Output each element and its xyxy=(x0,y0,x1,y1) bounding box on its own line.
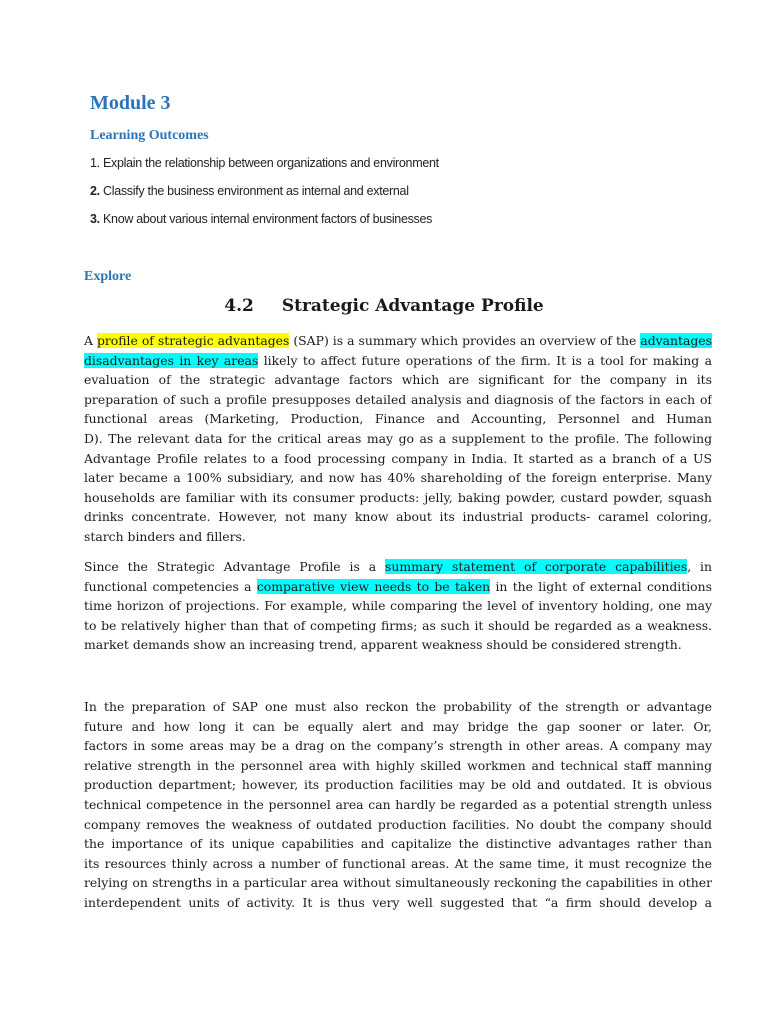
text-line: preparation of such a profile presupposes detailed analysis and diagnosis of the factors in each of xyxy=(84,391,712,407)
text-line: factors in some areas may be a drag on the company’s strength in other areas. A company may xyxy=(84,738,712,754)
outcome-number: 2. xyxy=(90,184,100,198)
text-line: drinks concentrate. However, not many know about its industrial products- caramel coloring, xyxy=(84,509,712,525)
text-line: D). The relevant data for the critical areas may go as a supplement to the profile. The following xyxy=(84,430,712,446)
explore-label: Explore xyxy=(84,269,132,284)
paragraph-capabilities xyxy=(84,557,712,655)
text-line: to be relatively higher than that of competing firms; as such it should be regarded as a weakness. xyxy=(84,617,712,633)
section-heading xyxy=(0,296,768,316)
text-line: technical competence in the personnel area can hardly be regarded as a potential strength unless xyxy=(84,796,712,812)
highlight-cyan: advantages xyxy=(84,333,712,351)
text-line: households are familiar with its consumer products: jelly, baking powder, custard powder, squash xyxy=(84,489,712,505)
highlight-cyan: comparative view needs to be taken xyxy=(256,578,491,594)
module-title: Module 3 xyxy=(90,92,171,114)
highlight-cyan: disadvantages in key areas xyxy=(84,352,259,368)
text-line: functional competencies a comparative view needs to be taken in the light of external conditions xyxy=(84,578,712,594)
highlight-cyan: summary statement of corporate capabilities xyxy=(384,559,688,574)
text-line: time horizon of projections. For example, while comparing the level of inventory holding, one may xyxy=(84,598,712,614)
outcome-number: 1. xyxy=(90,156,100,170)
outcome-number: 3. xyxy=(90,212,100,226)
highlight-yellow: profile of strategic advantages xyxy=(96,333,290,348)
paragraph-sap-definition xyxy=(84,331,712,547)
text-line: relative strength in the personnel area with highly skilled workmen and technical staff manning xyxy=(84,757,712,773)
text-line: A profile of strategic advantages (SAP) is a summary which provides an overview of the advantages xyxy=(84,331,712,351)
text-line: Since the Strategic Advantage Profile is a summary statement of corporate capabilities, in xyxy=(84,559,712,574)
outcome-text: Know about various internal environment factors of businesses xyxy=(99,212,433,226)
text-line: production department; however, its production facilities may be old and outdated. It is obvious xyxy=(84,777,712,793)
section-number: 4.2 xyxy=(224,296,254,316)
outcome-item xyxy=(90,184,439,212)
text-line: future and how long it can be equally alert and may bridge the gap sooner or later. Or, xyxy=(84,718,712,734)
section-title: Strategic Advantage Profile xyxy=(281,296,544,316)
paragraph-preparation xyxy=(84,697,712,913)
outcome-text: Classify the business environment as internal and external xyxy=(99,184,409,198)
text-line: Advantage Profile relates to a food processing company in India. It started as a branch of a US xyxy=(84,450,712,466)
text-line: company removes the weakness of outdated production facilities. No doubt the company should xyxy=(84,816,712,832)
text-line: relying on strengths in a particular area without simultaneously reckoning the capabilities in other xyxy=(84,875,712,891)
text-line: In the preparation of SAP one must also reckon the probability of the strength or advantage xyxy=(84,699,712,714)
text-line: its resources thinly across a number of functional areas. At the same time, it must recognize the xyxy=(84,855,712,871)
text-line: market demands show an increasing trend, apparent weakness should be considered strength. xyxy=(84,637,682,653)
text-line: functional areas (Marketing, Production, Finance and Accounting, Personnel and Human xyxy=(84,411,712,427)
text-line: later became a 100% subsidiary, and now has 40% shareholding of the foreign enterprise. Many xyxy=(84,470,712,486)
text-line: disadvantages in key areas likely to affect future operations of the firm. It is a tool for making a xyxy=(84,352,712,368)
text-line: evaluation of the strategic advantage factors which are significant for the company in its xyxy=(84,372,712,388)
outcome-text: Explain the relationship between organizations and environment xyxy=(99,156,439,170)
learning-outcomes-heading: Learning Outcomes xyxy=(90,128,209,143)
learning-outcomes-list xyxy=(90,156,439,240)
text-line: the importance of its unique capabilities and capitalize the distinctive advantages rather than xyxy=(84,836,712,852)
text-line: interdependent units of activity. It is thus very well suggested that “a firm should develop a xyxy=(84,894,712,910)
text-line: starch binders and fillers. xyxy=(84,528,246,544)
outcome-item xyxy=(90,212,439,240)
outcome-item xyxy=(90,156,439,184)
